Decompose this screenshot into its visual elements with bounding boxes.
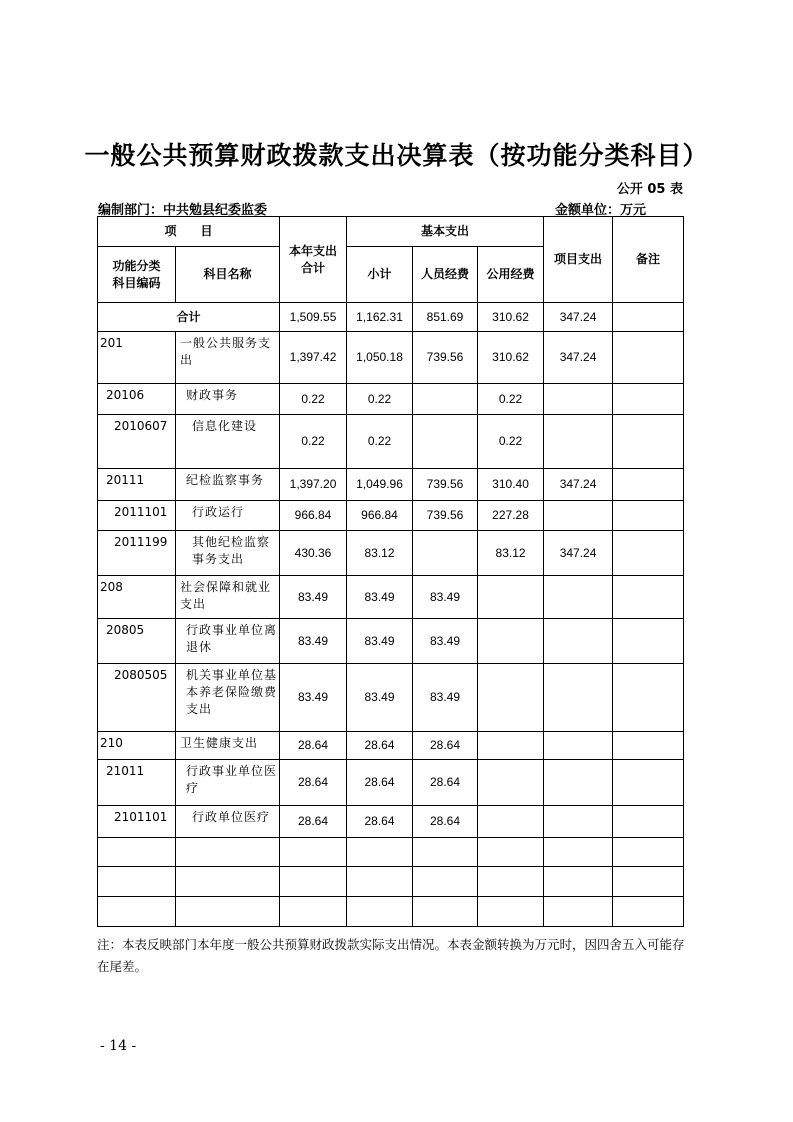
row-project bbox=[544, 576, 613, 619]
row-subtotal: 28.64 bbox=[347, 732, 413, 760]
header-name: 科目名称 bbox=[176, 247, 280, 303]
row-total: 83.49 bbox=[280, 619, 347, 664]
row-personnel: 739.56 bbox=[413, 469, 478, 501]
row-project bbox=[544, 732, 613, 760]
table-row bbox=[98, 501, 684, 531]
table-row bbox=[98, 619, 684, 664]
header-remark: 备注 bbox=[613, 217, 684, 303]
row-subtotal: 83.12 bbox=[347, 531, 413, 576]
row-remark bbox=[613, 384, 684, 415]
empty-row bbox=[98, 897, 684, 927]
row-code: 20805 bbox=[98, 619, 176, 664]
row-public: 0.22 bbox=[478, 384, 544, 415]
row-name: 其他纪检监察事务支出 bbox=[176, 531, 280, 576]
sum-remark bbox=[613, 303, 684, 332]
row-name: 卫生健康支出 bbox=[176, 732, 280, 760]
table-row bbox=[98, 332, 684, 384]
header-total: 本年支出合计 bbox=[280, 217, 347, 303]
row-total: 28.64 bbox=[280, 760, 347, 806]
row-public bbox=[478, 619, 544, 664]
row-remark bbox=[613, 760, 684, 806]
row-subtotal: 1,049.96 bbox=[347, 469, 413, 501]
row-code: 20111 bbox=[98, 469, 176, 501]
row-name: 行政事业单位医疗 bbox=[176, 760, 280, 806]
row-total: 83.49 bbox=[280, 576, 347, 619]
amount-unit: 金额单位：万元 bbox=[555, 203, 647, 218]
row-project: 347.24 bbox=[544, 531, 613, 576]
table-row bbox=[98, 664, 684, 732]
row-personnel: 83.49 bbox=[413, 664, 478, 732]
row-remark bbox=[613, 576, 684, 619]
compiling-department: 编制部门：中共勉县纪委监委 bbox=[98, 203, 268, 218]
sum-subtotal: 1,162.31 bbox=[347, 303, 413, 332]
row-name: 财政事务 bbox=[176, 384, 280, 415]
row-personnel: 28.64 bbox=[413, 732, 478, 760]
row-subtotal: 28.64 bbox=[347, 806, 413, 838]
table-row bbox=[98, 384, 684, 415]
row-public: 310.40 bbox=[478, 469, 544, 501]
row-subtotal: 1,050.18 bbox=[347, 332, 413, 384]
row-personnel bbox=[413, 531, 478, 576]
row-personnel: 28.64 bbox=[413, 760, 478, 806]
row-project bbox=[544, 415, 613, 469]
row-total: 83.49 bbox=[280, 664, 347, 732]
table-row bbox=[98, 806, 684, 838]
row-code: 208 bbox=[98, 576, 176, 619]
row-total: 1,397.42 bbox=[280, 332, 347, 384]
row-total: 28.64 bbox=[280, 806, 347, 838]
row-name: 社会保障和就业支出 bbox=[176, 576, 280, 619]
row-remark bbox=[613, 469, 684, 501]
sum-label: 合计 bbox=[98, 303, 280, 332]
row-total: 28.64 bbox=[280, 732, 347, 760]
row-subtotal: 83.49 bbox=[347, 619, 413, 664]
row-code: 210 bbox=[98, 732, 176, 760]
row-public bbox=[478, 664, 544, 732]
row-code: 2011199 bbox=[98, 531, 176, 576]
row-public: 83.12 bbox=[478, 531, 544, 576]
row-remark bbox=[613, 806, 684, 838]
row-name: 行政运行 bbox=[176, 501, 280, 531]
row-subtotal: 83.49 bbox=[347, 664, 413, 732]
row-project bbox=[544, 501, 613, 531]
row-public: 310.62 bbox=[478, 332, 544, 384]
row-name: 纪检监察事务 bbox=[176, 469, 280, 501]
table-number: 公开 05 表 bbox=[616, 182, 683, 197]
row-public bbox=[478, 760, 544, 806]
table-row bbox=[98, 732, 684, 760]
sum-personnel: 851.69 bbox=[413, 303, 478, 332]
row-personnel: 739.56 bbox=[413, 332, 478, 384]
row-remark bbox=[613, 415, 684, 469]
row-code: 21011 bbox=[98, 760, 176, 806]
header-subtotal: 小计 bbox=[347, 247, 413, 303]
row-name: 行政事业单位离退休 bbox=[176, 619, 280, 664]
empty-row bbox=[98, 867, 684, 897]
row-remark bbox=[613, 664, 684, 732]
row-name: 机关事业单位基本养老保险缴费支出 bbox=[176, 664, 280, 732]
row-remark bbox=[613, 332, 684, 384]
row-personnel: 28.64 bbox=[413, 806, 478, 838]
header-public: 公用经费 bbox=[478, 247, 544, 303]
row-public bbox=[478, 806, 544, 838]
header-project: 项目支出 bbox=[544, 217, 613, 303]
table-note: 注：本表反映部门本年度一般公共预算财政拨款实际支出情况。本表金额转换为万元时，因四舍五入可能存在尾差。 bbox=[97, 937, 685, 974]
row-public: 227.28 bbox=[478, 501, 544, 531]
header-basic: 基本支出 bbox=[347, 217, 544, 247]
table-row bbox=[98, 760, 684, 806]
row-code: 201 bbox=[98, 332, 176, 384]
row-subtotal: 83.49 bbox=[347, 576, 413, 619]
row-name: 信息化建设 bbox=[176, 415, 280, 469]
sum-total: 1,509.55 bbox=[280, 303, 347, 332]
row-personnel bbox=[413, 384, 478, 415]
sum-public: 310.62 bbox=[478, 303, 544, 332]
row-personnel: 83.49 bbox=[413, 619, 478, 664]
table-row bbox=[98, 531, 684, 576]
row-public bbox=[478, 732, 544, 760]
expenditure-table bbox=[97, 216, 684, 927]
row-remark bbox=[613, 619, 684, 664]
table-row bbox=[98, 576, 684, 619]
row-project: 347.24 bbox=[544, 332, 613, 384]
row-public: 0.22 bbox=[478, 415, 544, 469]
row-remark bbox=[613, 501, 684, 531]
row-project bbox=[544, 664, 613, 732]
row-total: 1,397.20 bbox=[280, 469, 347, 501]
row-project: 347.24 bbox=[544, 469, 613, 501]
empty-row bbox=[98, 838, 684, 867]
row-project bbox=[544, 806, 613, 838]
header-personnel: 人员经费 bbox=[413, 247, 478, 303]
row-code: 2080505 bbox=[98, 664, 176, 732]
row-code: 2010607 bbox=[98, 415, 176, 469]
page-title: 一般公共预算财政拨款支出决算表（按功能分类科目） bbox=[84, 141, 709, 170]
row-personnel bbox=[413, 415, 478, 469]
row-remark bbox=[613, 732, 684, 760]
sum-project: 347.24 bbox=[544, 303, 613, 332]
row-total: 0.22 bbox=[280, 384, 347, 415]
page-number: - 14 - bbox=[100, 1038, 137, 1054]
table-row bbox=[98, 415, 684, 469]
row-total: 0.22 bbox=[280, 415, 347, 469]
row-code: 20106 bbox=[98, 384, 176, 415]
row-total: 430.36 bbox=[280, 531, 347, 576]
row-project bbox=[544, 384, 613, 415]
row-subtotal: 966.84 bbox=[347, 501, 413, 531]
row-name: 行政单位医疗 bbox=[176, 806, 280, 838]
sum-row bbox=[98, 303, 684, 332]
table-row bbox=[98, 469, 684, 501]
row-personnel: 739.56 bbox=[413, 501, 478, 531]
header-item: 项 目 bbox=[98, 217, 280, 247]
row-subtotal: 0.22 bbox=[347, 415, 413, 469]
row-name: 一般公共服务支出 bbox=[176, 332, 280, 384]
row-code: 2101101 bbox=[98, 806, 176, 838]
header-code: 功能分类科目编码 bbox=[98, 247, 176, 303]
row-total: 966.84 bbox=[280, 501, 347, 531]
row-subtotal: 28.64 bbox=[347, 760, 413, 806]
row-subtotal: 0.22 bbox=[347, 384, 413, 415]
row-remark bbox=[613, 531, 684, 576]
row-public bbox=[478, 576, 544, 619]
row-personnel: 83.49 bbox=[413, 576, 478, 619]
row-code: 2011101 bbox=[98, 501, 176, 531]
row-project bbox=[544, 619, 613, 664]
row-project bbox=[544, 760, 613, 806]
